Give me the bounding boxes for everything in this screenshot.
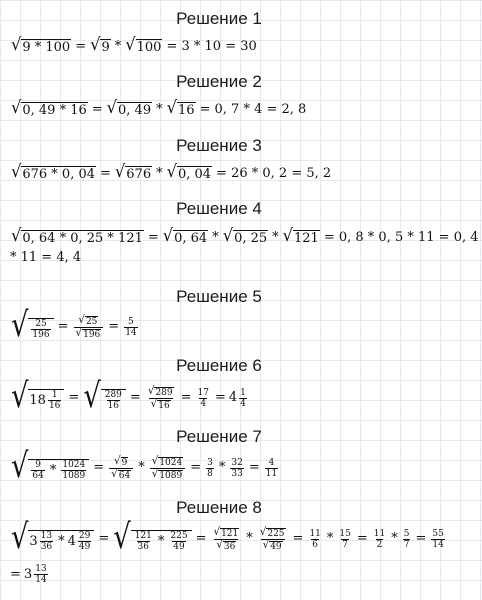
solution-title: Решение 4 [176, 199, 262, 218]
equation: √ 676 * 0, 04 = √ 676 * √ 0, 04 = 26 * 0, 2 = 5, 2 [11, 161, 332, 182]
equation-continuation: = 3 $\frac{13}{14}$ [10, 564, 47, 585]
solution-title: Решение 1 [176, 9, 262, 28]
equation: √ 0, 64 * 0, 25 * 121 = √ 0, 64 * √ 0, 25 * √ 121 = 0, 8 * 0, 5 * 11 = 0, 4 [11, 225, 479, 246]
solution-title: Решение 6 [176, 356, 262, 375]
solution-title: Решение 7 [176, 427, 262, 446]
equation: √ 9 * 100 = √ 9 * √ 100 = 3 * 10 = 30 [11, 34, 257, 55]
solution-title: Решение 8 [176, 498, 262, 517]
solution-title: Решение 5 [176, 287, 262, 306]
equation: √ 3 $\frac{13}{36}$ * 4 $\frac{29}{49}$ = √ $\frac{121}{36}$ * $\frac{225}{49}$ = √ 121 √ 36 * √ 225 √ 49 = $\frac{11}{6}$ * $\frac{15}{7}$ = $\frac{11}{2}$ * $\frac{5}{7}$ = $\frac{55}{14}$ [11, 517, 444, 557]
equation: √ $\frac{25}{196}$ = √ 25 √ 196 = $\frac{5}{14}$ [11, 305, 137, 345]
solution-title: Решение 3 [176, 136, 262, 155]
equation-continuation: * 11 = 4, 4 [10, 250, 82, 265]
equation: √ $\frac{9}{64}$ * $\frac{1024}{1089}$ = √ 9 √ 64 * √ 1024 √ 1089 = $\frac{3}{8}$ * $\frac{32}{33}$ = $\frac{4}{11}$ [11, 446, 278, 486]
equation: √ 18 $\frac{1}{16}$ = √ $\frac{289}{16}$ = √ 289 √ 16 = $\frac{17}{4}$ = 4 $\frac{1}{4}$ [11, 376, 246, 416]
equation: √ 0, 49 * 16 = √ 0, 49 * √ 16 = 0, 7 * 4 = 2, 8 [11, 97, 307, 118]
solution-title: Решение 2 [176, 72, 262, 91]
